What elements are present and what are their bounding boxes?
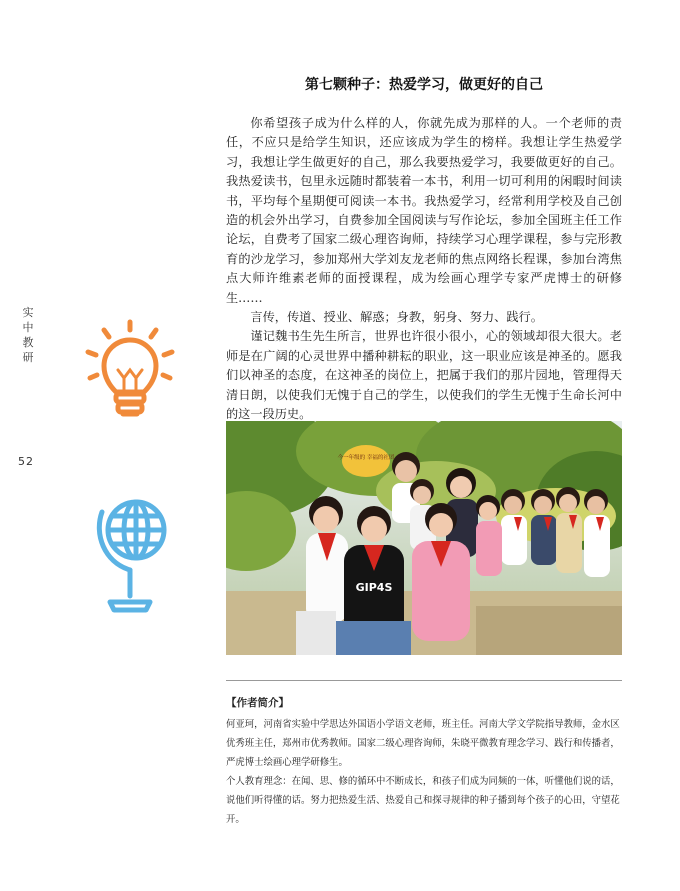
author-bio	[226, 694, 626, 829]
page-number: 52	[18, 455, 34, 468]
sign-text: 今一年级的 幸福的社团	[337, 455, 395, 461]
globe-icon	[92, 490, 172, 616]
section-label-char: 教	[22, 336, 34, 349]
section-label-char: 实	[22, 306, 34, 319]
class-photo	[226, 421, 622, 655]
section-label	[20, 305, 36, 365]
section-label-char: 研	[22, 351, 34, 364]
paragraph: 你希望孩子成为什么样的人，你就先成为那样的人。一个老师的责任，不应只是给学生知识，还应该成为学生的榜样。我想让学生热爱学习，我想让学生做更好的自己，那么我要热爱学习，我要做更好的自己。我热爱读书，包里永远随时都装着一本书，利用一切可利用的闲暇时间读书，平均每个星期便可阅读一本书。我热爱学习，经常利用学校及自己创造的机会外出学习，自费参加全国阅读与写作论坛，参加全国班主任工作论坛，自费考了国家二级心理咨询师，持续学习心理学课程，参与完形教育的沙龙学习，参加郑州大学刘友龙老师的焦点网络长程课，参加台湾焦点大师许维素老师的面授课程，成为绘画心理学专家严虎博士的研修生……	[226, 116, 622, 305]
author-bio-heading: 【作者简介】	[226, 697, 289, 709]
shirt-text: GIP4S	[355, 581, 393, 594]
divider	[226, 680, 622, 681]
lightbulb-icon	[82, 318, 178, 422]
paragraph: 谨记魏书生先生所言，世界也许很小很小，心的领域却很大很大。老师是在广阔的心灵世界中播种耕耘的职业，这一职业应该是神圣的。愿我们以神圣的态度，在这神圣的岗位上，把属于我们的那片园地，管理得天清日朗，以使我们无愧于自己的学生，以使我们的学生无愧于生命长河中的这一段历史。	[226, 329, 622, 422]
author-bio-text: 何亚珂，河南省实验中学思达外国语小学语文老师，班主任。河南大学文学院指导教师，金水区优秀班主任，郑州市优秀教师。国家二级心理咨询师，朱晓平微教育理念学习、践行和传播者，严虎博士绘画心理学研修生。	[226, 719, 620, 768]
article-title: 第七颗种子：热爱学习，做更好的自己	[305, 77, 543, 93]
author-philosophy: 个人教育理念：在闻、思、修的循环中不断成长，和孩子们成为同频的一体，听懂他们说的话，说他们听得懂的话。努力把热爱生活、热爱自己和探寻规律的种子播到每个孩子的心田，守望花开。	[226, 776, 620, 825]
article-body	[226, 114, 622, 425]
paragraph: 言传，传道、授业、解惑；身教，躬身、努力、践行。	[250, 310, 543, 325]
section-label-char: 中	[22, 321, 34, 334]
